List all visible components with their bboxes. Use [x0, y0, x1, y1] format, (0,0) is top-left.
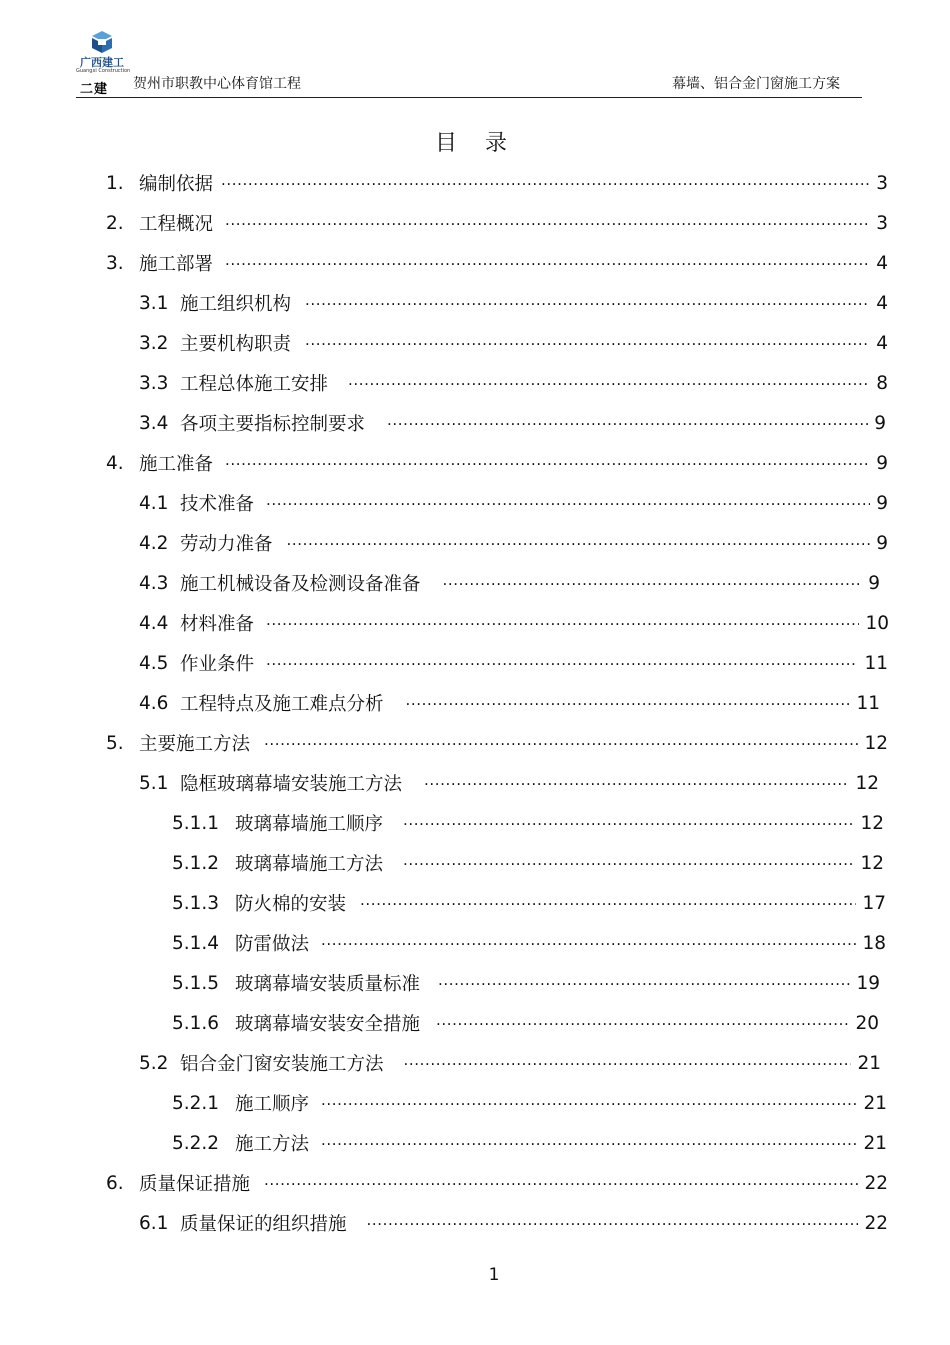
- toc-entry-page: 21: [863, 1092, 887, 1114]
- toc-entry-number: 5.2.2: [172, 1132, 220, 1154]
- toc-entry[interactable]: [139, 1203, 888, 1243]
- toc-entry-number: 3.1: [139, 292, 169, 314]
- header-divider: [76, 97, 862, 98]
- toc-entry[interactable]: [172, 963, 880, 1003]
- toc-entry-label: 主要施工方法: [139, 734, 251, 755]
- toc-entry[interactable]: [172, 803, 884, 843]
- document-title: 幕墙、铝合金门窗施工方案: [672, 76, 840, 92]
- toc-entry-number: 3.3: [139, 372, 169, 394]
- toc-entry[interactable]: [106, 1163, 888, 1203]
- toc-entry[interactable]: [139, 523, 888, 563]
- toc-entry-label: 质量保证措施: [139, 1174, 251, 1195]
- toc-entry[interactable]: [172, 1083, 887, 1123]
- toc-entry-number: 5.1.3: [172, 892, 220, 914]
- toc-entry-page: 19: [856, 972, 880, 994]
- toc-entry-page: 9: [876, 452, 888, 474]
- toc-entry-page: 4: [876, 332, 888, 354]
- page-number: 1: [488, 1265, 500, 1285]
- toc-entry[interactable]: [139, 763, 879, 803]
- toc-entry-number: 5.1: [139, 772, 169, 794]
- toc-entry-number: 5.1.2: [172, 852, 220, 874]
- toc-entry[interactable]: [172, 843, 884, 883]
- toc-entry[interactable]: [139, 403, 886, 443]
- toc-entry[interactable]: [139, 683, 880, 723]
- project-name: 贺州市职教中心体育馆工程: [133, 76, 301, 92]
- toc-entry-number: 4.2: [139, 532, 169, 554]
- toc-entry-page: 12: [860, 852, 884, 874]
- toc-entry[interactable]: [139, 1043, 881, 1083]
- toc-entry-page: 3: [876, 172, 888, 194]
- toc-entry-label: 施工方法: [235, 1134, 310, 1155]
- toc-entry[interactable]: [139, 643, 888, 683]
- toc-leader: [403, 803, 854, 843]
- toc-leader: [404, 1043, 852, 1083]
- toc-entry-label: 工程总体施工安排: [180, 374, 329, 395]
- toc-entry-number: 5.1.4: [172, 932, 220, 954]
- toc-entry-page: 9: [876, 532, 888, 554]
- toc-entry-label: 质量保证的组织措施: [180, 1214, 347, 1235]
- toc-leader: [266, 483, 870, 523]
- toc-entry-label: 玻璃幕墙安装质量标准: [235, 974, 421, 995]
- toc-entry-page: 22: [864, 1172, 888, 1194]
- toc-leader: [221, 163, 870, 203]
- toc-entry-page: 12: [860, 812, 884, 834]
- toc-entry-number: 4.3: [139, 572, 169, 594]
- toc-entry-number: 1.: [106, 172, 124, 194]
- toc-entry-page: 4: [876, 252, 888, 274]
- toc-entry-number: 5.1.1: [172, 812, 220, 834]
- toc-entry-number: 5.2: [139, 1052, 169, 1074]
- toc-entry[interactable]: [139, 563, 880, 603]
- company-logo: [76, 30, 131, 97]
- toc-leader: [266, 643, 858, 683]
- toc-entry-label: 施工部署: [139, 254, 214, 275]
- logo-text: 广西建工: [80, 56, 124, 69]
- toc-entry-number: 4.1: [139, 492, 169, 514]
- toc-entry-number: 4.5: [139, 652, 169, 674]
- toc-entry-number: 6.: [106, 1172, 124, 1194]
- toc-entry-label: 作业条件: [180, 654, 255, 675]
- toc-entry-label: 工程概况: [139, 214, 214, 235]
- toc-entry-label: 施工组织机构: [180, 294, 292, 315]
- toc-leader: [321, 1123, 857, 1163]
- toc-leader: [225, 243, 870, 283]
- toc-entry-number: 3.4: [139, 412, 169, 434]
- toc-entry-number: 2.: [106, 212, 124, 234]
- toc-entry-page: 9: [868, 572, 880, 594]
- toc-entry[interactable]: [106, 243, 888, 283]
- page-header: [0, 0, 950, 100]
- toc-entry-page: 21: [863, 1132, 887, 1154]
- toc-entry-page: 8: [876, 372, 888, 394]
- toc-entry-page: 11: [856, 692, 880, 714]
- toc-entry-page: 12: [864, 732, 888, 754]
- toc-leader: [360, 883, 856, 923]
- toc-leader: [266, 603, 859, 643]
- toc-leader: [321, 1083, 857, 1123]
- toc-entry-label: 施工顺序: [235, 1094, 310, 1115]
- toc-leader: [403, 843, 854, 883]
- toc-leader: [225, 443, 870, 483]
- toc-entry-label: 材料准备: [180, 614, 255, 635]
- toc-entry-label: 各项主要指标控制要求: [180, 414, 366, 435]
- toc-entry-page: 20: [855, 1012, 879, 1034]
- toc-leader: [264, 1163, 858, 1203]
- toc-entry-number: 6.1: [139, 1212, 169, 1234]
- toc-entry-label: 玻璃幕墙安装安全措施: [235, 1014, 421, 1035]
- toc-entry-label: 防雷做法: [235, 934, 310, 955]
- toc-entry-page: 10: [865, 612, 889, 634]
- toc-leader: [348, 363, 870, 403]
- toc-leader: [436, 1003, 849, 1043]
- toc-leader: [438, 963, 850, 1003]
- toc-entry[interactable]: [172, 1003, 879, 1043]
- toc-entry-number: 5.1.5: [172, 972, 220, 994]
- toc-leader: [321, 923, 856, 963]
- toc-entry-label: 铝合金门窗安装施工方法: [180, 1054, 384, 1075]
- toc-entry-number: 3.2: [139, 332, 169, 354]
- toc-entry-label: 隐框玻璃幕墙安装施工方法: [180, 774, 403, 795]
- toc-entry[interactable]: [106, 203, 888, 243]
- toc-entry-label: 施工准备: [139, 454, 214, 475]
- toc-leader: [305, 283, 870, 323]
- toc-entry[interactable]: [139, 283, 888, 323]
- toc-title: 目录: [434, 131, 535, 156]
- toc-entry[interactable]: [172, 923, 886, 963]
- toc-entry[interactable]: [139, 363, 888, 403]
- toc-entry[interactable]: [139, 323, 888, 363]
- toc-entry-page: 21: [857, 1052, 881, 1074]
- toc-leader: [387, 403, 868, 443]
- toc-entry-page: 3: [876, 212, 888, 234]
- toc-entry-label: 玻璃幕墙施工方法: [235, 854, 384, 875]
- toc-leader: [264, 723, 858, 763]
- toc-entry[interactable]: [106, 163, 888, 203]
- toc-entry[interactable]: [106, 443, 888, 483]
- toc-entry[interactable]: [172, 1123, 887, 1163]
- toc-leader: [287, 523, 871, 563]
- toc-entry-page: 12: [855, 772, 879, 794]
- toc-entry-number: 5.: [106, 732, 124, 754]
- toc-leader: [225, 203, 870, 243]
- toc-entry-number: 4.4: [139, 612, 169, 634]
- toc-entry[interactable]: [139, 603, 889, 643]
- toc-entry-label: 玻璃幕墙施工顺序: [235, 814, 384, 835]
- toc-leader: [367, 1203, 859, 1243]
- toc-entry-label: 劳动力准备: [180, 534, 273, 555]
- toc-entry-page: 4: [876, 292, 888, 314]
- toc-entry[interactable]: [106, 723, 888, 763]
- toc-entry-number: 4.: [106, 452, 124, 474]
- toc-entry[interactable]: [172, 883, 886, 923]
- toc-entry-page: 9: [876, 492, 888, 514]
- toc-entry-label: 主要机构职责: [180, 334, 292, 355]
- toc-entry-label: 工程特点及施工难点分析: [180, 694, 384, 715]
- toc-leader: [406, 683, 851, 723]
- toc-entry-page: 17: [862, 892, 886, 914]
- logo-english-text: Guangxi Construction: [76, 68, 131, 74]
- toc-entry[interactable]: [139, 483, 888, 523]
- toc-entry-label: 技术准备: [180, 494, 255, 515]
- toc-leader: [443, 563, 863, 603]
- logo-mark-icon: [82, 30, 122, 54]
- toc-entry-label: 施工机械设备及检测设备准备: [180, 574, 421, 595]
- toc-entry-label: 编制依据: [139, 174, 214, 195]
- toc-entry-number: 4.6: [139, 692, 169, 714]
- toc-leader: [305, 323, 870, 363]
- toc-entry-page: 22: [864, 1212, 888, 1234]
- toc-entry-number: 3.: [106, 252, 124, 274]
- toc-entry-page: 9: [874, 412, 886, 434]
- toc-entry-label: 防火棉的安装: [235, 894, 347, 915]
- toc-entry-page: 18: [862, 932, 886, 954]
- toc-leader: [424, 763, 849, 803]
- logo-branch-text: 二建: [80, 82, 109, 97]
- toc-entry-page: 11: [864, 652, 888, 674]
- toc-entry-number: 5.1.6: [172, 1012, 220, 1034]
- toc-entry-number: 5.2.1: [172, 1092, 220, 1114]
